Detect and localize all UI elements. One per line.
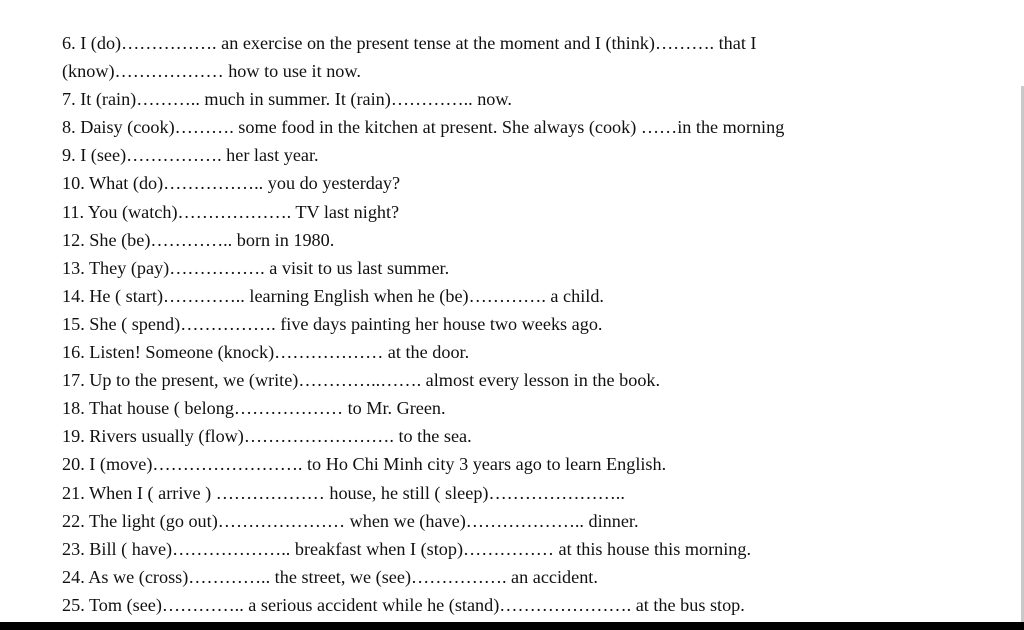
- exercise-line-7: 7. It (rain)……….. much in summer. It (rain)………….. now.: [62, 89, 512, 110]
- bottom-border-bar: [0, 622, 1024, 630]
- exercise-line-6a: 6. I (do)……………. an exercise on the present tense at the moment and I (think)………. that I: [62, 33, 757, 53]
- exercise-line-6b: (know)……………… how to use it now.: [62, 61, 361, 82]
- exercise-line-19: 19. Rivers usually (flow)……………………. to the sea.: [62, 426, 472, 447]
- exercise-line-20: 20. I (move)……………………. to Ho Chi Minh city 3 years ago to learn English.: [62, 454, 667, 475]
- exercise-line-10: 10. What (do)…………….. you do yesterday?: [62, 173, 401, 194]
- exercise-line-11: 11. You (watch)………………. TV last night?: [62, 201, 400, 222]
- exercise-line-12: 12. She (be)………….. born in 1980.: [62, 229, 335, 250]
- exercise-line-21: 21. When I ( arrive ) ……………… house, he still ( sleep)…………………..: [62, 482, 625, 503]
- exercise-line-13: 13. They (pay)……………. a visit to us last summer.: [62, 257, 450, 278]
- exercise-line-25: 25. Tom (see)………….. a serious accident while he (stand)…………………. at the bus stop.: [62, 594, 745, 615]
- exercise-line-9: 9. I (see)……………. her last year.: [62, 145, 319, 166]
- exercise-line-22: 22. The light (go out)………………… when we (have)……………….. dinner.: [62, 510, 639, 531]
- exercise-line-14: 14. He ( start)………….. learning English when he (be)…………. a child.: [62, 285, 604, 306]
- exercise-line-24: 24. As we (cross)………….. the street, we (see)……………. an accident.: [62, 566, 598, 587]
- exercise-list: [62, 29, 1012, 619]
- exercise-line-17: 17. Up to the present, we (write)…………..……. almost every lesson in the book.: [62, 370, 661, 391]
- exercise-line-15: 15. She ( spend)……………. five days painting her house two weeks ago.: [62, 313, 603, 334]
- exercise-line-23: 23. Bill ( have)……………….. breakfast when I (stop)…………… at this house this morning.: [62, 538, 752, 559]
- exercise-line-16: 16. Listen! Someone (knock)……………… at the door.: [62, 342, 470, 363]
- exercise-line-8: 8. Daisy (cook)………. some food in the kitchen at present. She always (cook) ……in the morning: [62, 117, 785, 138]
- exercise-line-18: 18. That house ( belong……………… to Mr. Green.: [62, 398, 446, 419]
